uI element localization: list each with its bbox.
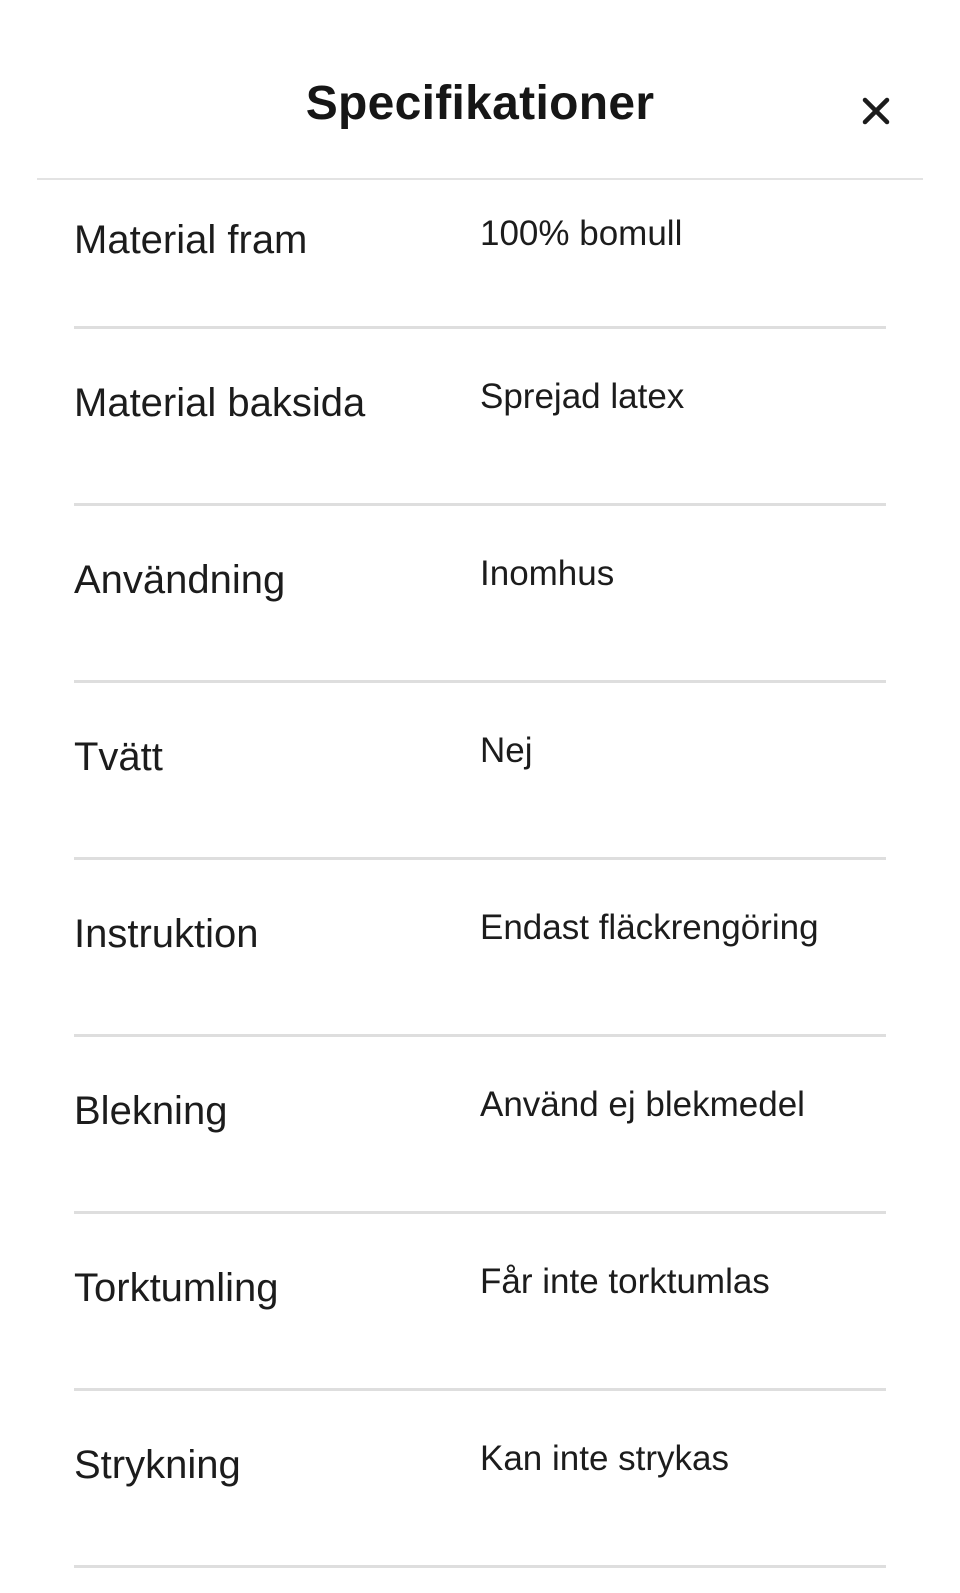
spec-list	[74, 180, 886, 1568]
spec-value: Använd ej blekmedel	[480, 1085, 805, 1124]
spec-value: Kan inte strykas	[480, 1439, 729, 1478]
spec-value: Nej	[480, 731, 533, 770]
close-icon	[859, 94, 893, 128]
spec-row-wash	[74, 683, 886, 860]
spec-label: Material fram	[74, 218, 308, 262]
close-button[interactable]	[859, 94, 893, 128]
modal-title: Specifikationer	[305, 77, 655, 130]
spec-value: Får inte torktumlas	[480, 1262, 770, 1301]
spec-row-bleaching	[74, 1037, 886, 1214]
spec-row-usage	[74, 506, 886, 683]
spec-label: Strykning	[74, 1443, 241, 1487]
modal-header	[37, 0, 923, 180]
spec-label: Tvätt	[74, 735, 163, 779]
spec-row-tumble-dry	[74, 1214, 886, 1391]
spec-value: Sprejad latex	[480, 377, 685, 416]
spec-value: Inomhus	[480, 554, 615, 593]
spec-value: Endast fläckrengöring	[480, 908, 819, 947]
spec-label: Instruktion	[74, 912, 259, 956]
spec-label: Blekning	[74, 1089, 228, 1133]
spec-label: Torktumling	[74, 1266, 279, 1310]
spec-row-instruction	[74, 860, 886, 1037]
spec-label: Material baksida	[74, 381, 366, 425]
spec-row-material-front	[74, 180, 886, 329]
spec-label: Användning	[74, 558, 286, 602]
spec-value: 100% bomull	[480, 214, 683, 253]
spec-row-ironing	[74, 1391, 886, 1568]
spec-row-material-back	[74, 329, 886, 506]
